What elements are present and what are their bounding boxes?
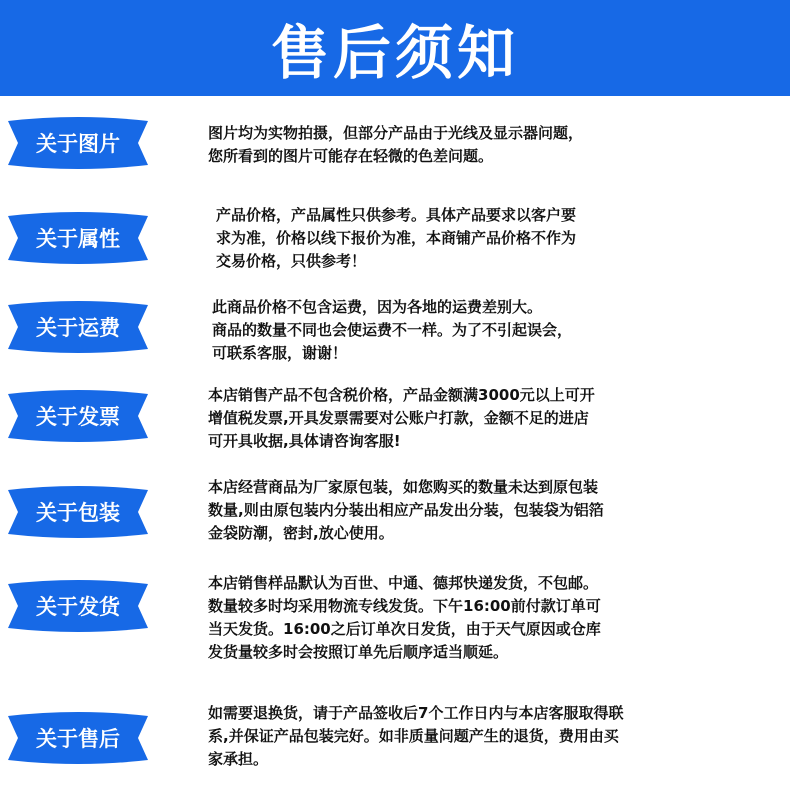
text-line: 当天发货。16:00之后订单次日发货，由于天气原因或仓库 (208, 620, 601, 638)
ribbon-badge (8, 115, 148, 171)
ribbon-badge (8, 578, 148, 634)
text-line: 可开具收据,具体请咨询客服! (208, 432, 401, 450)
text-line: 求为准，价格以线下报价为准，本商铺产品价格不作为 (216, 229, 577, 247)
section-delivery (0, 570, 790, 670)
section-label: 关于发票 (36, 405, 120, 429)
section-text (212, 296, 732, 365)
section-text (216, 204, 736, 273)
text-line: 系,并保证产品包装完好。如非质量问题产生的退货，费用由买 (208, 727, 619, 745)
section-picture (0, 112, 790, 182)
text-line: 家承担。 (208, 750, 269, 768)
text-line: 本店销售产品不包含税价格，产品金额满3000元以上可开 (208, 386, 595, 404)
section-label: 关于售后 (36, 727, 120, 751)
ribbon-badge (8, 710, 148, 766)
section-text (208, 384, 728, 453)
section-label: 关于发货 (36, 595, 120, 619)
section-text (208, 122, 728, 168)
text-line: 发货量较多时会按照订单先后顺序适当顺延。 (208, 643, 509, 661)
text-line: 您所看到的图片可能存在轻微的色差问题。 (208, 147, 494, 165)
header-banner (0, 0, 790, 96)
text-line: 增值税发票,开具发票需要对公账户打款，金额不足的进店 (208, 409, 589, 427)
section-packaging (0, 476, 790, 556)
ribbon-badge (8, 299, 148, 355)
text-line: 图片均为实物拍摄，但部分产品由于光线及显示器问题， (208, 124, 584, 142)
text-line: 数量较多时均采用物流专线发货。下午16:00前付款订单可 (208, 597, 601, 615)
section-label: 关于图片 (36, 132, 120, 156)
section-invoice (0, 382, 790, 462)
text-line: 可联系客服，谢谢！ (212, 344, 348, 362)
section-text (208, 572, 728, 664)
text-line: 本店销售样品默认为百世、中通、德邦快递发货，不包邮。 (208, 574, 599, 592)
section-label: 关于包装 (36, 501, 120, 525)
section-label: 关于属性 (36, 227, 120, 251)
text-line: 数量,则由原包装内分装出相应产品发出分装，包装袋为铝箔 (208, 501, 604, 519)
section-shipping-fee (0, 294, 790, 374)
section-attributes (0, 200, 790, 280)
section-text (208, 476, 728, 545)
text-line: 商品的数量不同也会使运费不一样。为了不引起误会， (212, 321, 573, 339)
ribbon-badge (8, 484, 148, 540)
ribbon-badge (8, 388, 148, 444)
section-label: 关于运费 (36, 316, 120, 340)
section-after-sales (0, 700, 790, 780)
text-line: 金袋防潮，密封,放心使用。 (208, 524, 394, 542)
text-line: 交易价格，只供参考！ (216, 252, 367, 270)
page-title: 售后须知 (270, 19, 519, 87)
section-text (208, 702, 728, 771)
text-line: 如需要退换货，请于产品签收后7个工作日内与本店客服取得联 (208, 704, 624, 722)
ribbon-badge (8, 210, 148, 266)
text-line: 本店经营商品为厂家原包装，如您购买的数量未达到原包装 (208, 478, 599, 496)
text-line: 此商品价格不包含运费，因为各地的运费差别大。 (212, 298, 543, 316)
text-line: 产品价格，产品属性只供参考。具体产品要求以客户要 (216, 206, 577, 224)
